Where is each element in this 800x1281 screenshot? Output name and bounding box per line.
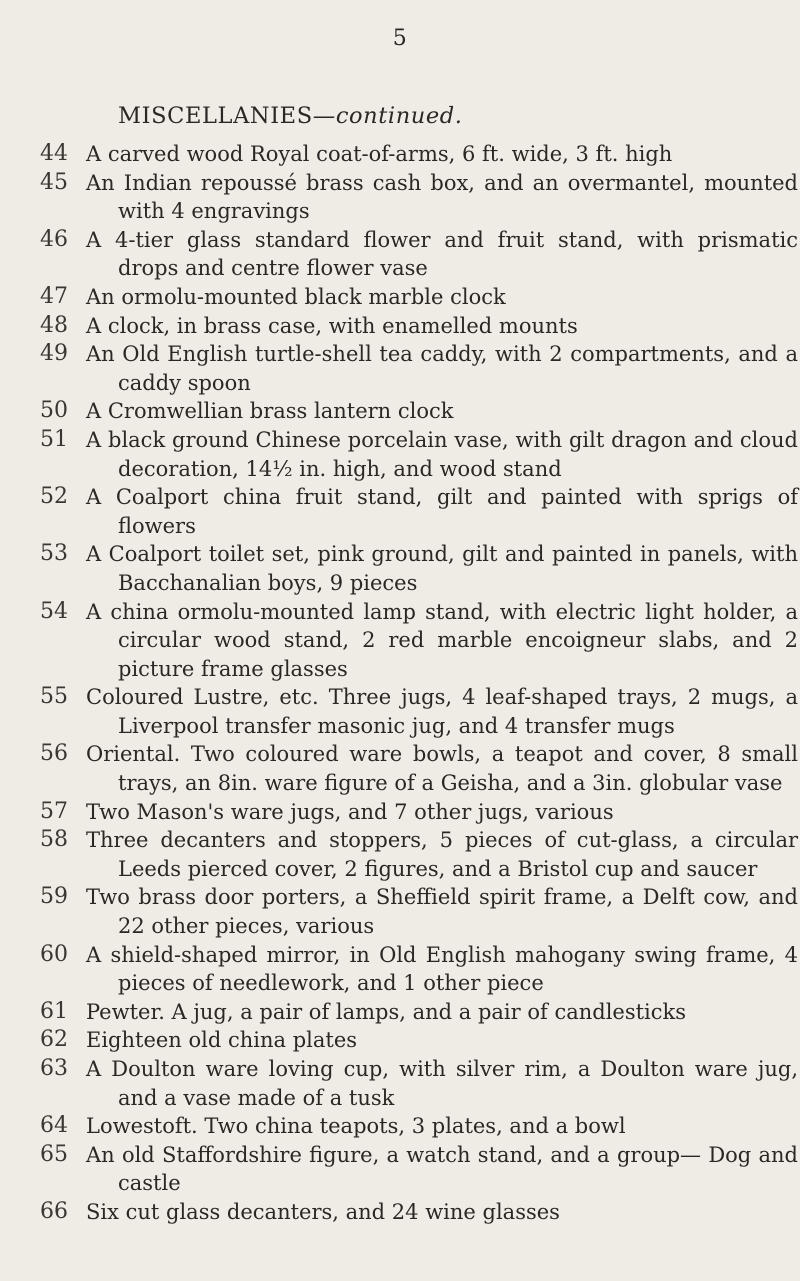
lot-48	[0, 312, 800, 341]
lot-65	[0, 1141, 800, 1198]
lot-49	[0, 340, 800, 397]
lot-54	[0, 598, 800, 684]
lot-number: 58	[40, 827, 68, 853]
lot-description: Two Mason's ware jugs, and 7 other jugs, various	[86, 799, 614, 824]
section-title-continued: —continued.	[312, 103, 463, 129]
lot-number: 65	[40, 1141, 68, 1167]
lot-number: 66	[40, 1198, 68, 1224]
lot-description: Eighteen old china plates	[86, 1028, 358, 1053]
lot-list	[0, 140, 800, 1227]
section-title-main: MISCELLANIES	[118, 103, 313, 129]
lot-46	[0, 226, 800, 283]
lot-description: Six cut glass decanters, and 24 wine glasses	[86, 1199, 560, 1224]
lot-number: 45	[40, 169, 68, 195]
lot-number: 53	[40, 541, 68, 567]
lot-description: A carved wood Royal coat-of-arms, 6 ft. wide, 3 ft. high	[86, 142, 673, 166]
lot-number: 56	[40, 741, 68, 767]
lot-number: 46	[40, 226, 68, 252]
lot-59	[0, 883, 800, 940]
lot-number: 61	[40, 998, 68, 1024]
lot-57	[0, 798, 800, 827]
lot-47	[0, 283, 800, 312]
lot-58	[0, 826, 800, 883]
lot-62	[0, 1026, 800, 1055]
lot-66	[0, 1198, 800, 1227]
lot-description: An ormolu-mounted black marble clock	[86, 284, 506, 309]
lot-number: 50	[40, 398, 68, 424]
lot-description: A Cromwellian brass lantern clock	[86, 399, 454, 424]
lot-description: An Old English turtle-shell tea caddy, with 2 compartments, and a caddy spoon	[86, 342, 798, 395]
lot-description: A Coalport toilet set, pink ground, gilt and painted in panels, with Bacchanalian boys, 9 pieces	[86, 542, 798, 595]
lot-number: 47	[40, 283, 68, 309]
lot-55	[0, 683, 800, 740]
lot-51	[0, 426, 800, 483]
lot-description: An old Staffordshire figure, a watch stand, and a group— Dog and castle	[86, 1142, 798, 1196]
lot-52	[0, 483, 800, 540]
lot-number: 54	[40, 598, 68, 624]
lot-description: A shield-shaped mirror, in Old English mahogany swing frame, 4 pieces of needlework, and 1 other piece	[86, 942, 798, 996]
lot-description: A clock, in brass case, with enamelled mounts	[86, 313, 578, 338]
section-title	[118, 103, 463, 129]
lot-50	[0, 397, 800, 426]
lot-45	[0, 169, 800, 226]
lot-description: An Indian repoussé brass cash box, and an overmantel, mounted with 4 engravings	[86, 170, 798, 224]
lot-description: A black ground Chinese porcelain vase, with gilt dragon and cloud decoration, 14½ in. high, and wood stand	[86, 427, 798, 481]
lot-number: 51	[40, 426, 68, 452]
lot-53	[0, 540, 800, 597]
lot-description: Oriental. Two coloured ware bowls, a teapot and cover, 8 small trays, an 8in. ware figure of a Geisha, and a 3in. globular vase	[86, 742, 798, 796]
page-number: 5	[392, 26, 408, 51]
lot-description: Coloured Lustre, etc. Three jugs, 4 leaf-shaped trays, 2 mugs, a Liverpool transfer masonic jug, and 4 transfer mugs	[86, 685, 798, 738]
lot-number: 52	[40, 484, 68, 510]
lot-number: 62	[40, 1027, 68, 1053]
lot-description: A china ormolu-mounted lamp stand, with electric light holder, a circular wood stand, 2 red marble encoigneur slabs, and 2 picture frame glasses	[86, 599, 798, 681]
lot-number: 63	[40, 1056, 68, 1081]
lot-description: Lowestoft. Two china teapots, 3 plates, and a bowl	[86, 1114, 626, 1139]
lot-number: 57	[40, 798, 68, 824]
lot-64	[0, 1112, 800, 1141]
lot-number: 49	[40, 341, 68, 367]
lot-number: 48	[40, 312, 68, 338]
lot-number: 44	[40, 141, 68, 166]
lot-63	[0, 1055, 800, 1112]
lot-56	[0, 740, 800, 797]
lot-60	[0, 941, 800, 998]
lot-number: 55	[40, 684, 68, 710]
lot-description: A 4-tier glass standard flower and fruit stand, with prismatic drops and centre flower vase	[86, 227, 798, 281]
lot-44	[0, 140, 800, 169]
lot-description: Pewter. A jug, a pair of lamps, and a pair of candlesticks	[86, 999, 687, 1024]
lot-number: 60	[40, 941, 68, 967]
lot-number: 64	[40, 1113, 68, 1139]
lot-number: 59	[40, 884, 68, 910]
lot-description: A Doulton ware loving cup, with silver rim, a Doulton ware jug, and a vase made of a tusk	[86, 1057, 798, 1110]
lot-description: Three decanters and stoppers, 5 pieces of cut-glass, a circular Leeds pierced cover, 2 figures, and a Bristol cup and saucer	[86, 828, 798, 881]
lot-description: A Coalport china fruit stand, gilt and painted with sprigs of flowers	[86, 485, 798, 538]
lot-61	[0, 998, 800, 1027]
lot-description: Two brass door porters, a Sheffield spirit frame, a Delft cow, and 22 other pieces, various	[86, 885, 798, 939]
